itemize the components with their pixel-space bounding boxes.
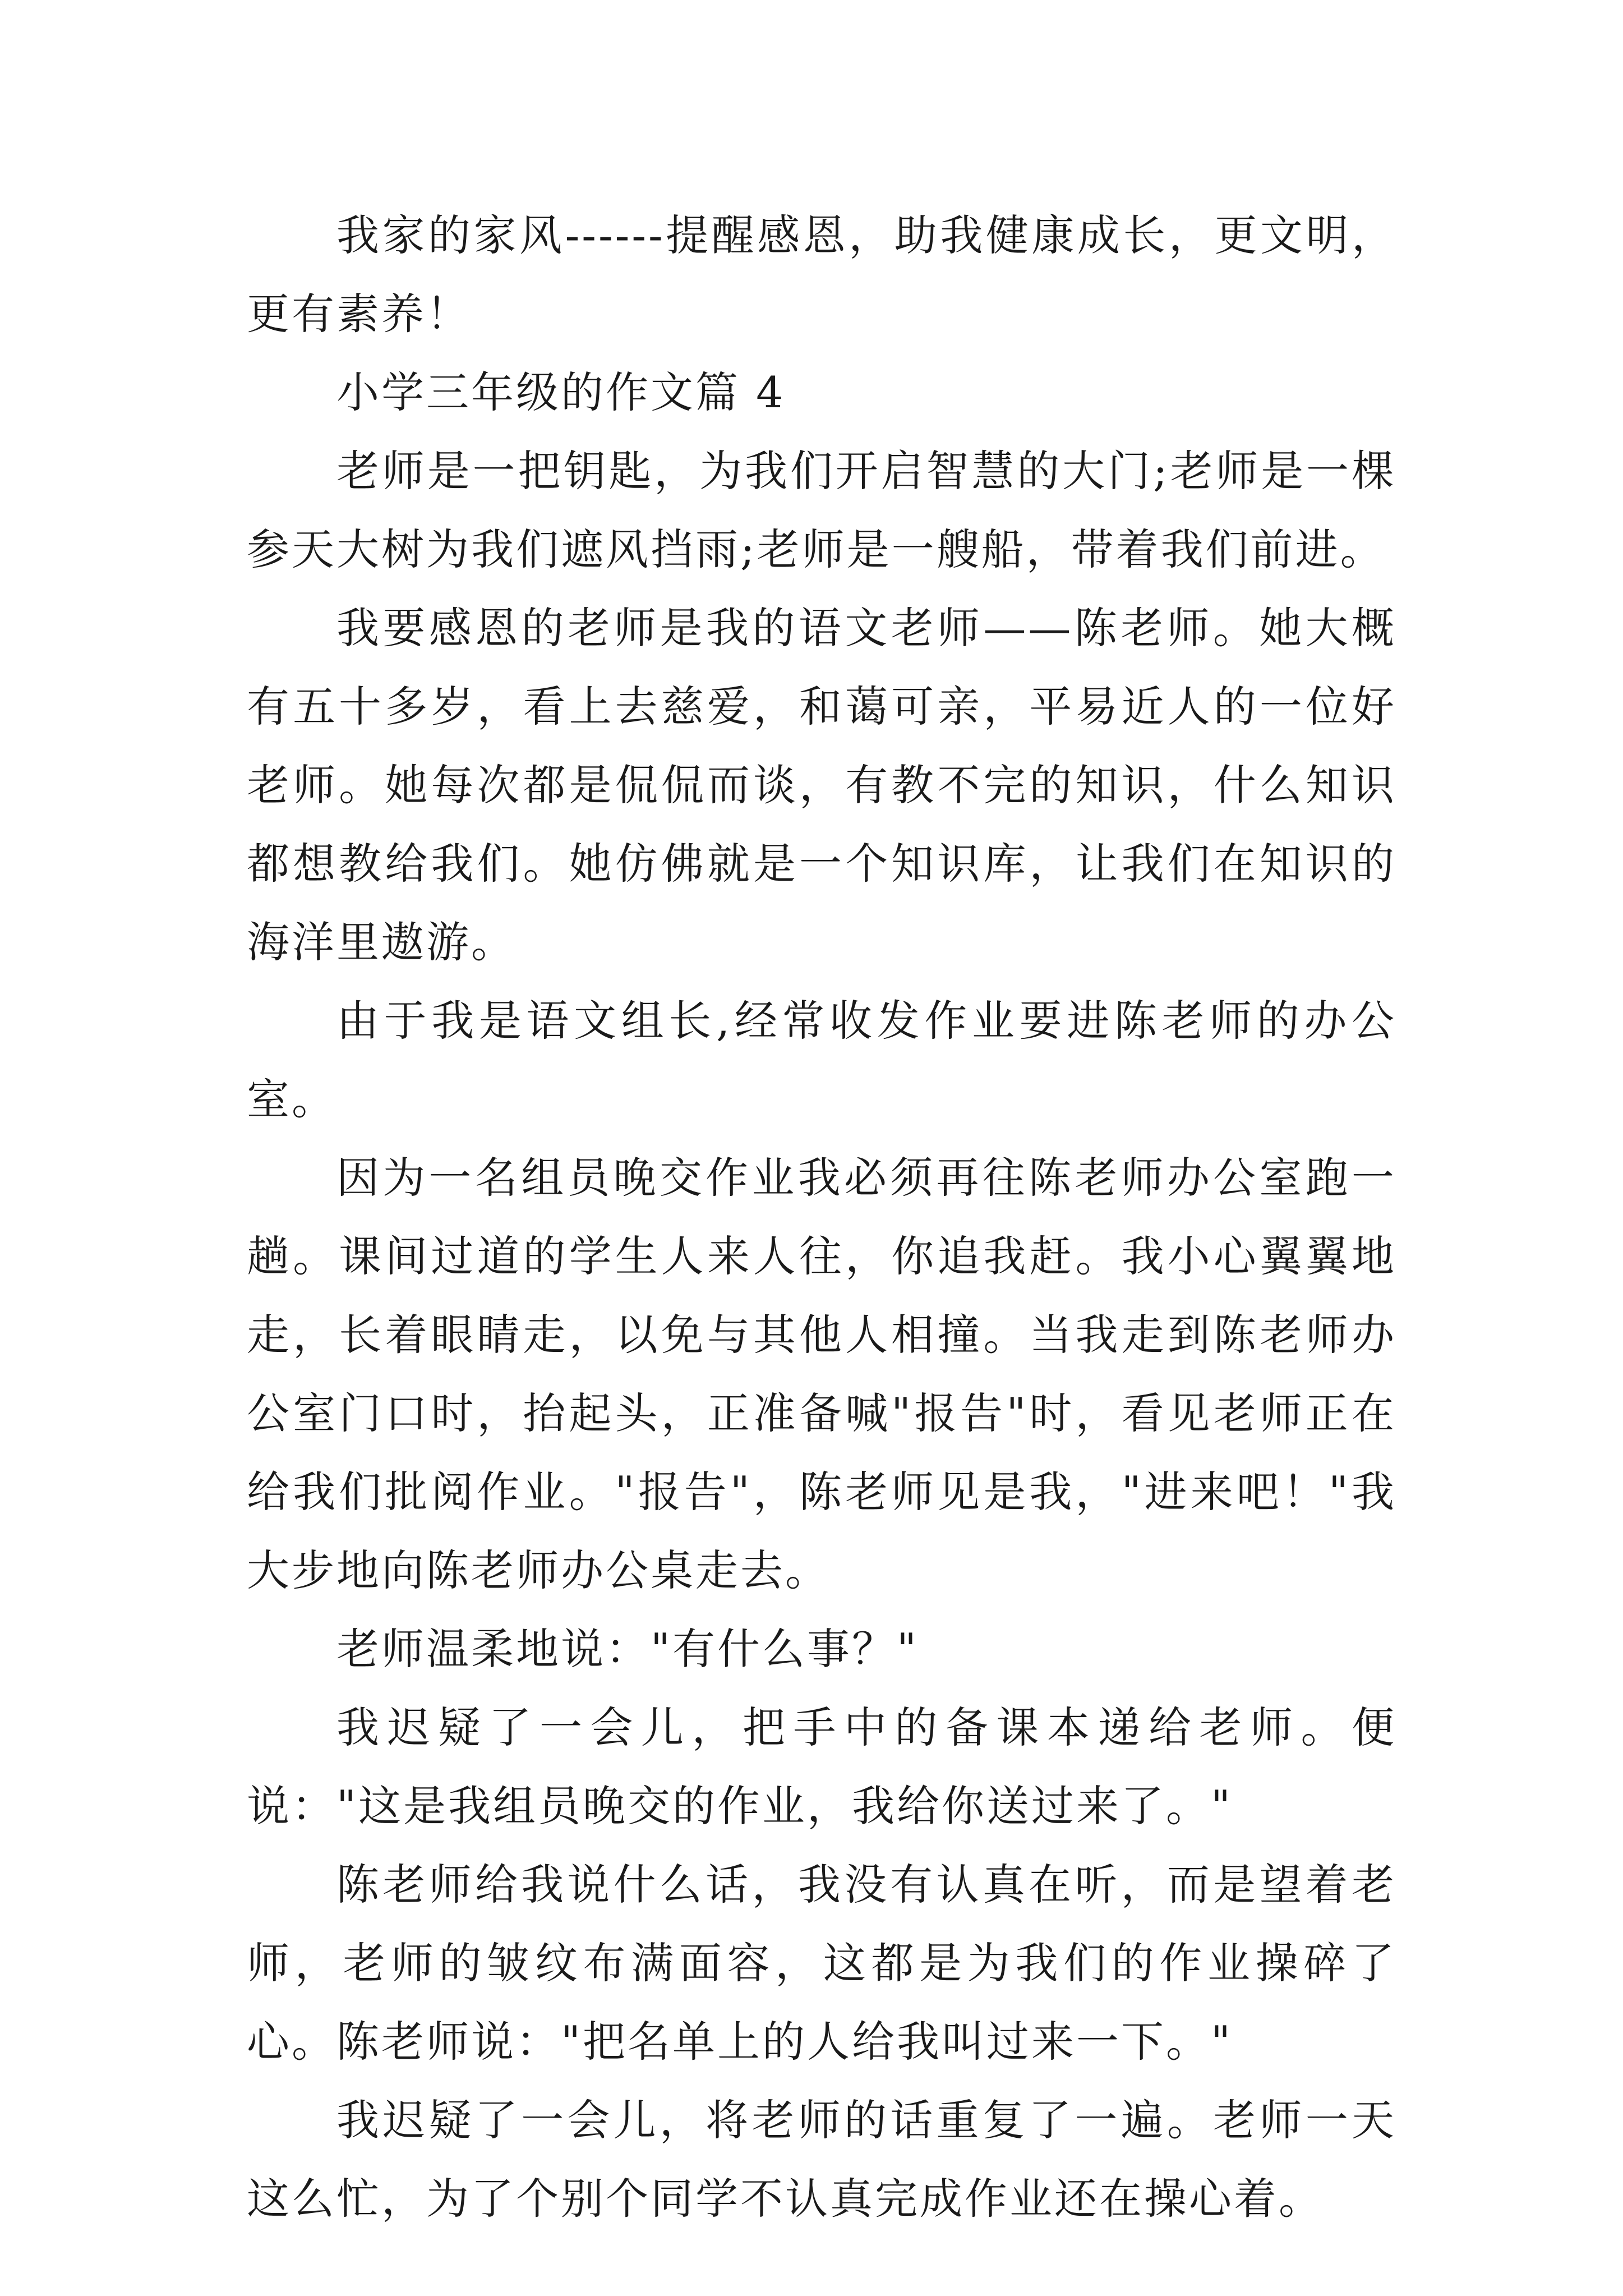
paragraph-teacher-metaphor: 老师是一把钥匙，为我们开启智慧的大门;老师是一棵参天大树为我们遮风挡雨;老师是一艘船，带着我们前进。 bbox=[247, 446, 1396, 574]
paragraph-handing-homework: 我迟疑了一会儿，把手中的备课本递给老师。便说："这是我组员晚交的作业，我给你送过来了。" bbox=[247, 1703, 1396, 1831]
paragraph-group-leader: 由于我是语文组长,经常收发作业要进陈老师的办公室。 bbox=[247, 996, 1396, 1124]
paragraph-teacher-busy: 我迟疑了一会儿，将老师的话重复了一遍。老师一天这么忙，为了个别个同学不认真完成作业还在操心着。 bbox=[247, 2095, 1396, 2224]
paragraph-teacher-description: 我要感恩的老师是我的语文老师——陈老师。她大概有五十多岁，看上去慈爱，和蔼可亲，平易近人的一位好老师。她每次都是侃侃而谈，有教不完的知识，什么知识都想教给我们。她仿佛就是一个知识库，让我们在知识的海洋里遨游。 bbox=[247, 603, 1396, 967]
paragraph-teacher-wrinkles: 陈老师给我说什么话，我没有认真在听，而是望着老师，老师的皱纹布满面容，这都是为我们的作业操碎了心。陈老师说："把名单上的人给我叫过来一下。" bbox=[247, 1860, 1396, 2067]
document-body bbox=[247, 196, 1396, 2238]
paragraph-family-motto: 我家的家风------提醒感恩，助我健康成长，更文明，更有素养！ bbox=[247, 210, 1396, 339]
paragraph-office-visit: 因为一名组员晚交作业我必须再往陈老师办公室跑一趟。课间过道的学生人来人往，你追我赶。我小心翼翼地走，长着眼睛走，以免与其他人相撞。当我走到陈老师办公室门口时，抬起头，正准备喊"报告"时，看见老师正在给我们批阅作业。"报告"，陈老师见是我，"进来吧！"我大步地向陈老师办公桌走去。 bbox=[247, 1153, 1396, 1595]
paragraph-teacher-question: 老师温柔地说："有什么事？" bbox=[336, 1624, 919, 1674]
essay-heading: 小学三年级的作文篇 4 bbox=[336, 367, 786, 417]
